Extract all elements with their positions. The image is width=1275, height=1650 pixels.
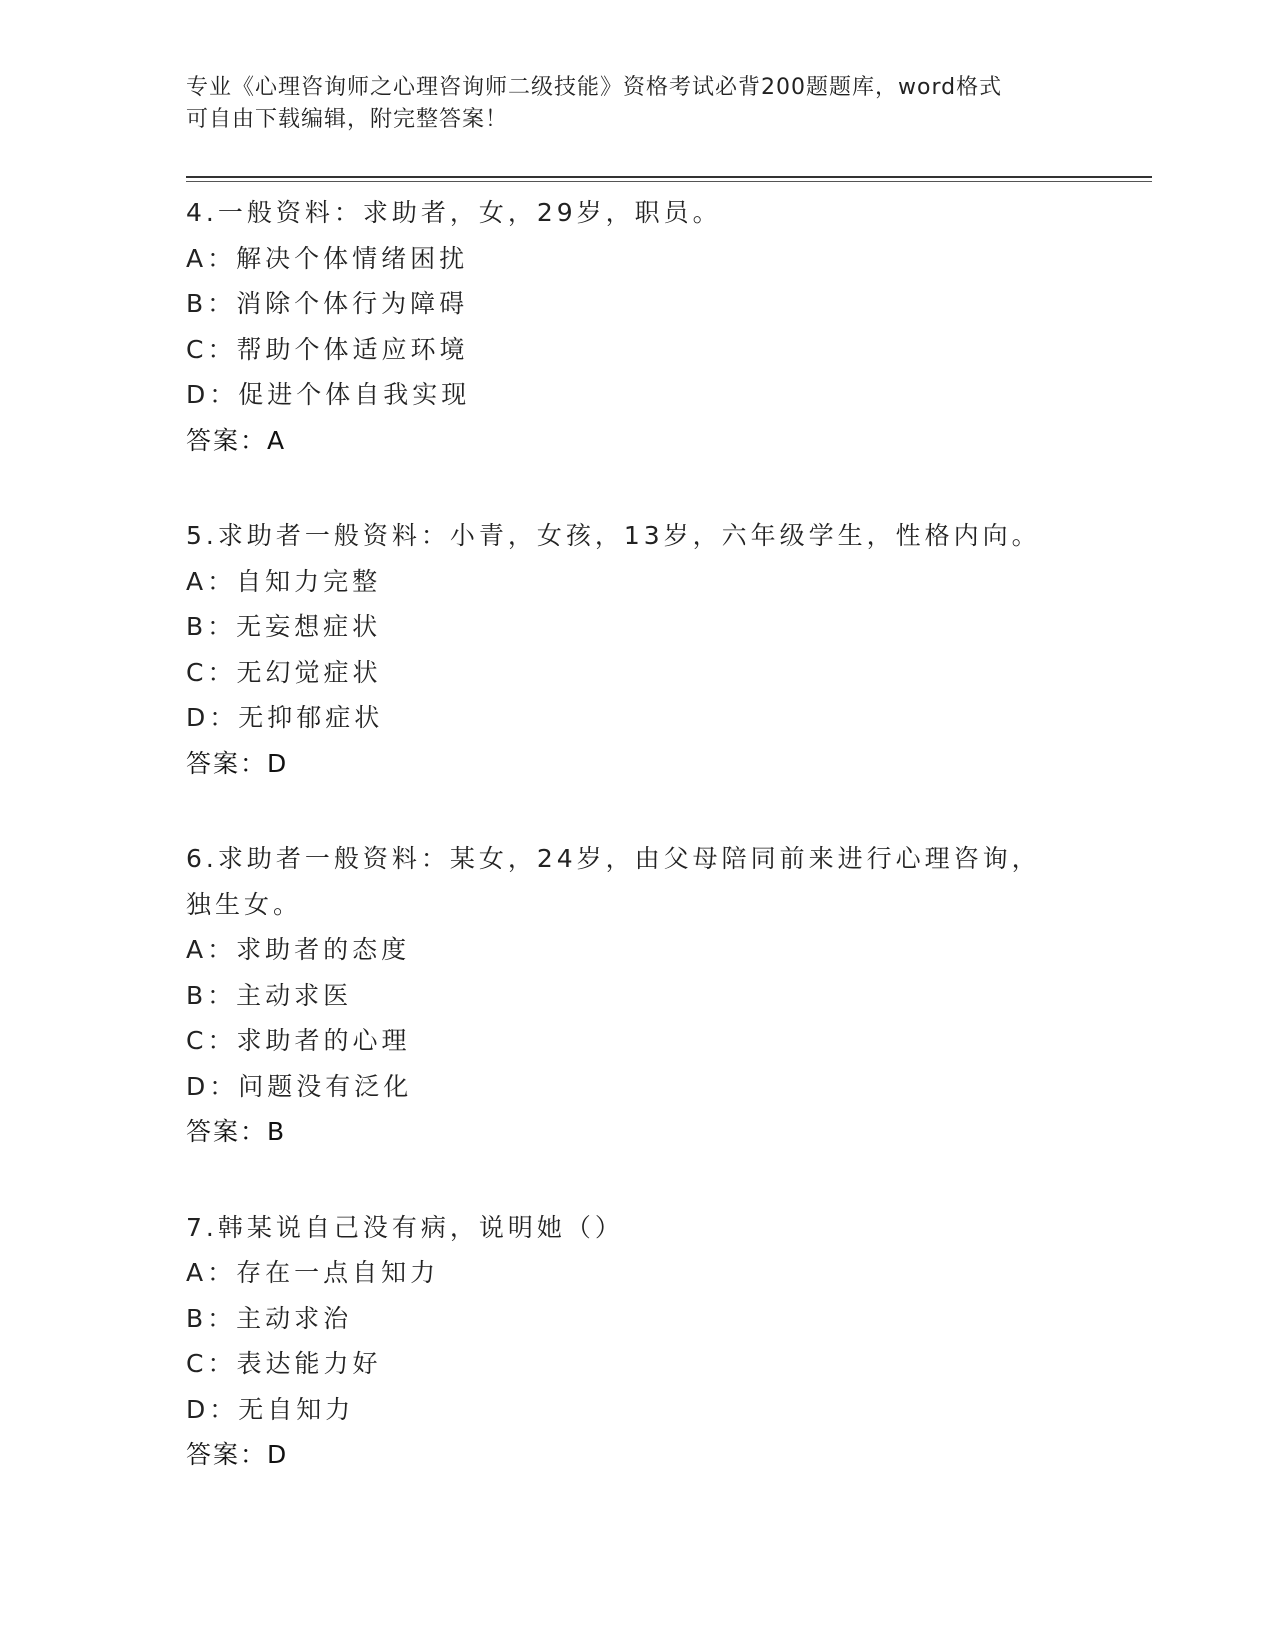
answer-label: 答案：A [186, 425, 287, 455]
option-a: A：存在一点自知力 [186, 1258, 440, 1287]
question-stem: 4.一般资料：求助者，女，29岁，职员。 [186, 198, 722, 227]
option-d: D：无自知力 [186, 1394, 355, 1424]
option-c: C：表达能力好 [186, 1349, 382, 1378]
option-c: C：帮助个体适应环境 [186, 334, 469, 364]
question-item-6 [186, 836, 1066, 1155]
option-a: A：自知力完整 [186, 566, 382, 596]
answer-label: 答案：D [186, 748, 289, 778]
option-a: A：解决个体情绪困扰 [186, 243, 469, 273]
option-c: C：求助者的心理 [186, 1026, 411, 1055]
answer-label: 答案：B [186, 1117, 287, 1146]
header-divider-thick [186, 176, 1152, 178]
answer-label: 答案：D [186, 1440, 289, 1469]
option-c: C：无幻觉症状 [186, 657, 382, 687]
question-item-7 [186, 1205, 1066, 1478]
question-stem: 7.韩某说自己没有病，说明她（） [186, 1212, 624, 1242]
question-item-5 [186, 513, 1066, 786]
option-b: B：消除个体行为障碍 [186, 289, 469, 318]
option-b: B：主动求治 [186, 1303, 353, 1333]
question-stem: 6.求助者一般资料：某女，24岁，由父母陪同前来进行心理咨询，独生女。 [186, 844, 1041, 919]
option-b: B：主动求医 [186, 980, 353, 1010]
option-b: B：无妄想症状 [186, 612, 382, 641]
question-item-4 [186, 190, 1066, 463]
document-header [186, 72, 1066, 136]
question-stem: 5.求助者一般资料：小青，女孩，13岁，六年级学生，性格内向。 [186, 521, 1041, 550]
option-d: D：促进个体自我实现 [186, 380, 471, 409]
option-d: D：问题没有泛化 [186, 1071, 413, 1101]
header-title-line-1: 专业《心理咨询师之心理咨询师二级技能》资格考试必背200题题库，word格式 [186, 75, 1003, 100]
header-divider-thin [186, 181, 1152, 182]
header-title-line-2: 可自由下载编辑，附完整答案！ [186, 107, 509, 132]
option-a: A：求助者的态度 [186, 935, 411, 964]
option-d: D：无抑郁症状 [186, 703, 384, 732]
question-list [186, 190, 1066, 1528]
